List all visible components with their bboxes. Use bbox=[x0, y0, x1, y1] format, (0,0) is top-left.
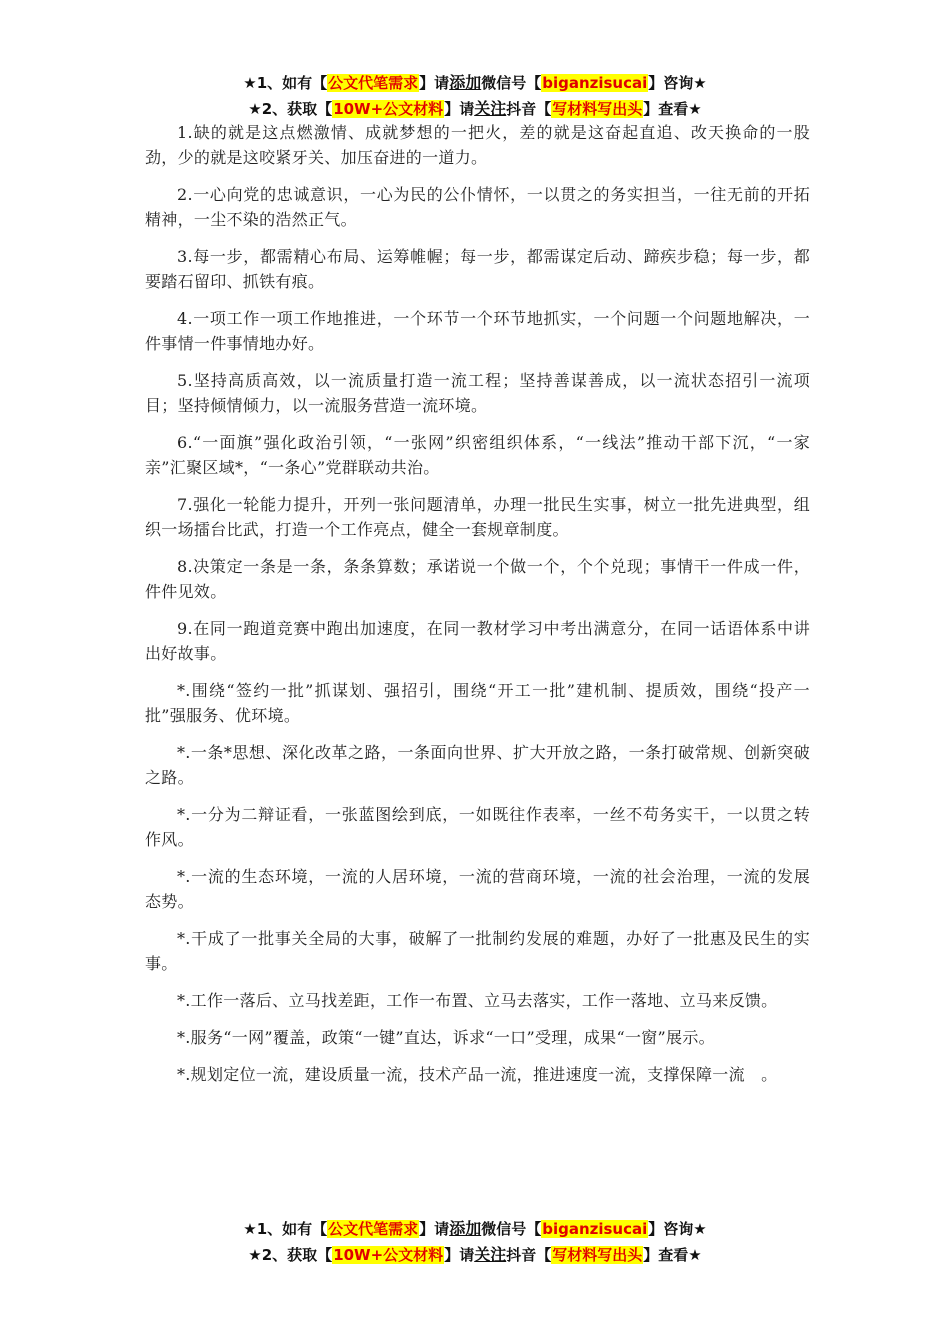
paragraph: *.干成了一批事关全局的大事，破解了一批制约发展的难题，办好了一批惠及民生的实事。 bbox=[145, 929, 810, 973]
banner-line-2 bbox=[0, 1242, 950, 1268]
header-banner bbox=[0, 70, 950, 122]
paragraph: 8.决策定一条是一条，条条算数；承诺说一个做一个，个个兑现；事情干一件成一件，件件见效。 bbox=[145, 557, 810, 601]
banner-highlight: 10W+公文材料 bbox=[333, 1246, 444, 1264]
banner-text: 】咨询★ bbox=[648, 74, 707, 92]
banner-text: 】请 bbox=[444, 1246, 475, 1264]
banner-underline: 关注 bbox=[474, 1245, 507, 1264]
banner-text: 】请 bbox=[444, 100, 475, 118]
banner-text: 】查看★ bbox=[643, 100, 702, 118]
paragraph: *.工作一落后、立马找差距，工作一布置、立马去落实，工作一落地、立马来反馈。 bbox=[177, 991, 778, 1010]
banner-underline: 关注 bbox=[474, 99, 507, 118]
paragraph: *.服务“一网”覆盖，政策“一键”直达，诉求“一口”受理，成果“一窗”展示。 bbox=[177, 1028, 715, 1047]
banner-underline: 添加 bbox=[449, 1219, 482, 1238]
paragraph: 2.一心向党的忠诚意识，一心为民的公仆情怀，一以贯之的务实担当，一往无前的开拓精神，一尘不染的浩然正气。 bbox=[145, 185, 810, 229]
banner-highlight: 公文代笔需求 bbox=[328, 1220, 419, 1238]
banner-text: ★1、如有【 bbox=[243, 1220, 328, 1238]
banner-text: ★2、获取【 bbox=[248, 1246, 333, 1264]
banner-text: 】请 bbox=[419, 74, 450, 92]
banner-text: 抖音【 bbox=[506, 100, 552, 118]
banner-text: 】咨询★ bbox=[648, 1220, 707, 1238]
paragraph: *.一流的生态环境，一流的人居环境，一流的营商环境，一流的社会治理，一流的发展态势。 bbox=[145, 867, 810, 911]
banner-line-1 bbox=[0, 70, 950, 96]
banner-line-1 bbox=[0, 1216, 950, 1242]
banner-text: 】查看★ bbox=[643, 1246, 702, 1264]
banner-text: ★1、如有【 bbox=[243, 74, 328, 92]
banner-line-2 bbox=[0, 96, 950, 122]
banner-highlight: biganzisucai bbox=[542, 1220, 648, 1238]
paragraph: 9.在同一跑道竞赛中跑出加速度，在同一教材学习中考出满意分，在同一话语体系中讲出好故事。 bbox=[145, 619, 810, 663]
paragraph: *.一分为二辩证看，一张蓝图绘到底，一如既往作表率，一丝不苟务实干，一以贯之转作风。 bbox=[145, 805, 810, 849]
document-body bbox=[145, 120, 810, 1099]
banner-highlight: 公文代笔需求 bbox=[328, 74, 419, 92]
banner-text: 】请 bbox=[419, 1220, 450, 1238]
banner-text: ★2、获取【 bbox=[248, 100, 333, 118]
paragraph: 6.“一面旗”强化政治引领，“一张网”织密组织体系，“一线法”推动干部下沉，“一家亲”汇聚区域*，“一条心”党群联动共治。 bbox=[145, 433, 810, 477]
paragraph: 4.一项工作一项工作地推进，一个环节一个环节地抓实，一个问题一个问题地解决，一件事情一件事情地办好。 bbox=[145, 309, 810, 353]
footer-banner bbox=[0, 1216, 950, 1268]
paragraph: *.一条*思想、深化改革之路，一条面向世界、扩大开放之路，一条打破常规、创新突破之路。 bbox=[145, 743, 810, 787]
paragraph: 1.缺的就是这点燃激情、成就梦想的一把火，差的就是这奋起直追、改天换命的一股劲，少的就是这咬紧牙关、加压奋进的一道力。 bbox=[145, 123, 810, 167]
banner-text: 微信号【 bbox=[481, 1220, 542, 1238]
banner-text: 微信号【 bbox=[481, 74, 542, 92]
paragraph: 3.每一步，都需精心布局、运筹帷幄；每一步，都需谋定后动、蹄疾步稳；每一步，都要踏石留印、抓铁有痕。 bbox=[145, 247, 810, 291]
banner-text: 抖音【 bbox=[506, 1246, 552, 1264]
paragraph: 7.强化一轮能力提升，开列一张问题清单，办理一批民生实事，树立一批先进典型，组织一场擂台比武，打造一个工作亮点，健全一套规章制度。 bbox=[145, 495, 810, 539]
banner-underline: 添加 bbox=[449, 73, 482, 92]
paragraph: *.规划定位一流，建设质量一流，技术产品一流，推进速度一流，支撑保障一流 。 bbox=[177, 1065, 778, 1084]
banner-highlight: 写材料写出头 bbox=[552, 100, 643, 118]
paragraph: 5.坚持高质高效，以一流质量打造一流工程；坚持善谋善成，以一流状态招引一流项目；坚持倾情倾力，以一流服务营造一流环境。 bbox=[145, 371, 810, 415]
banner-highlight: 写材料写出头 bbox=[552, 1246, 643, 1264]
paragraph: *.围绕“签约一批”抓谋划、强招引，围绕“开工一批”建机制、提质效，围绕“投产一批”强服务、优环境。 bbox=[145, 681, 810, 725]
banner-highlight: biganzisucai bbox=[542, 74, 648, 92]
banner-highlight: 10W+公文材料 bbox=[333, 100, 444, 118]
